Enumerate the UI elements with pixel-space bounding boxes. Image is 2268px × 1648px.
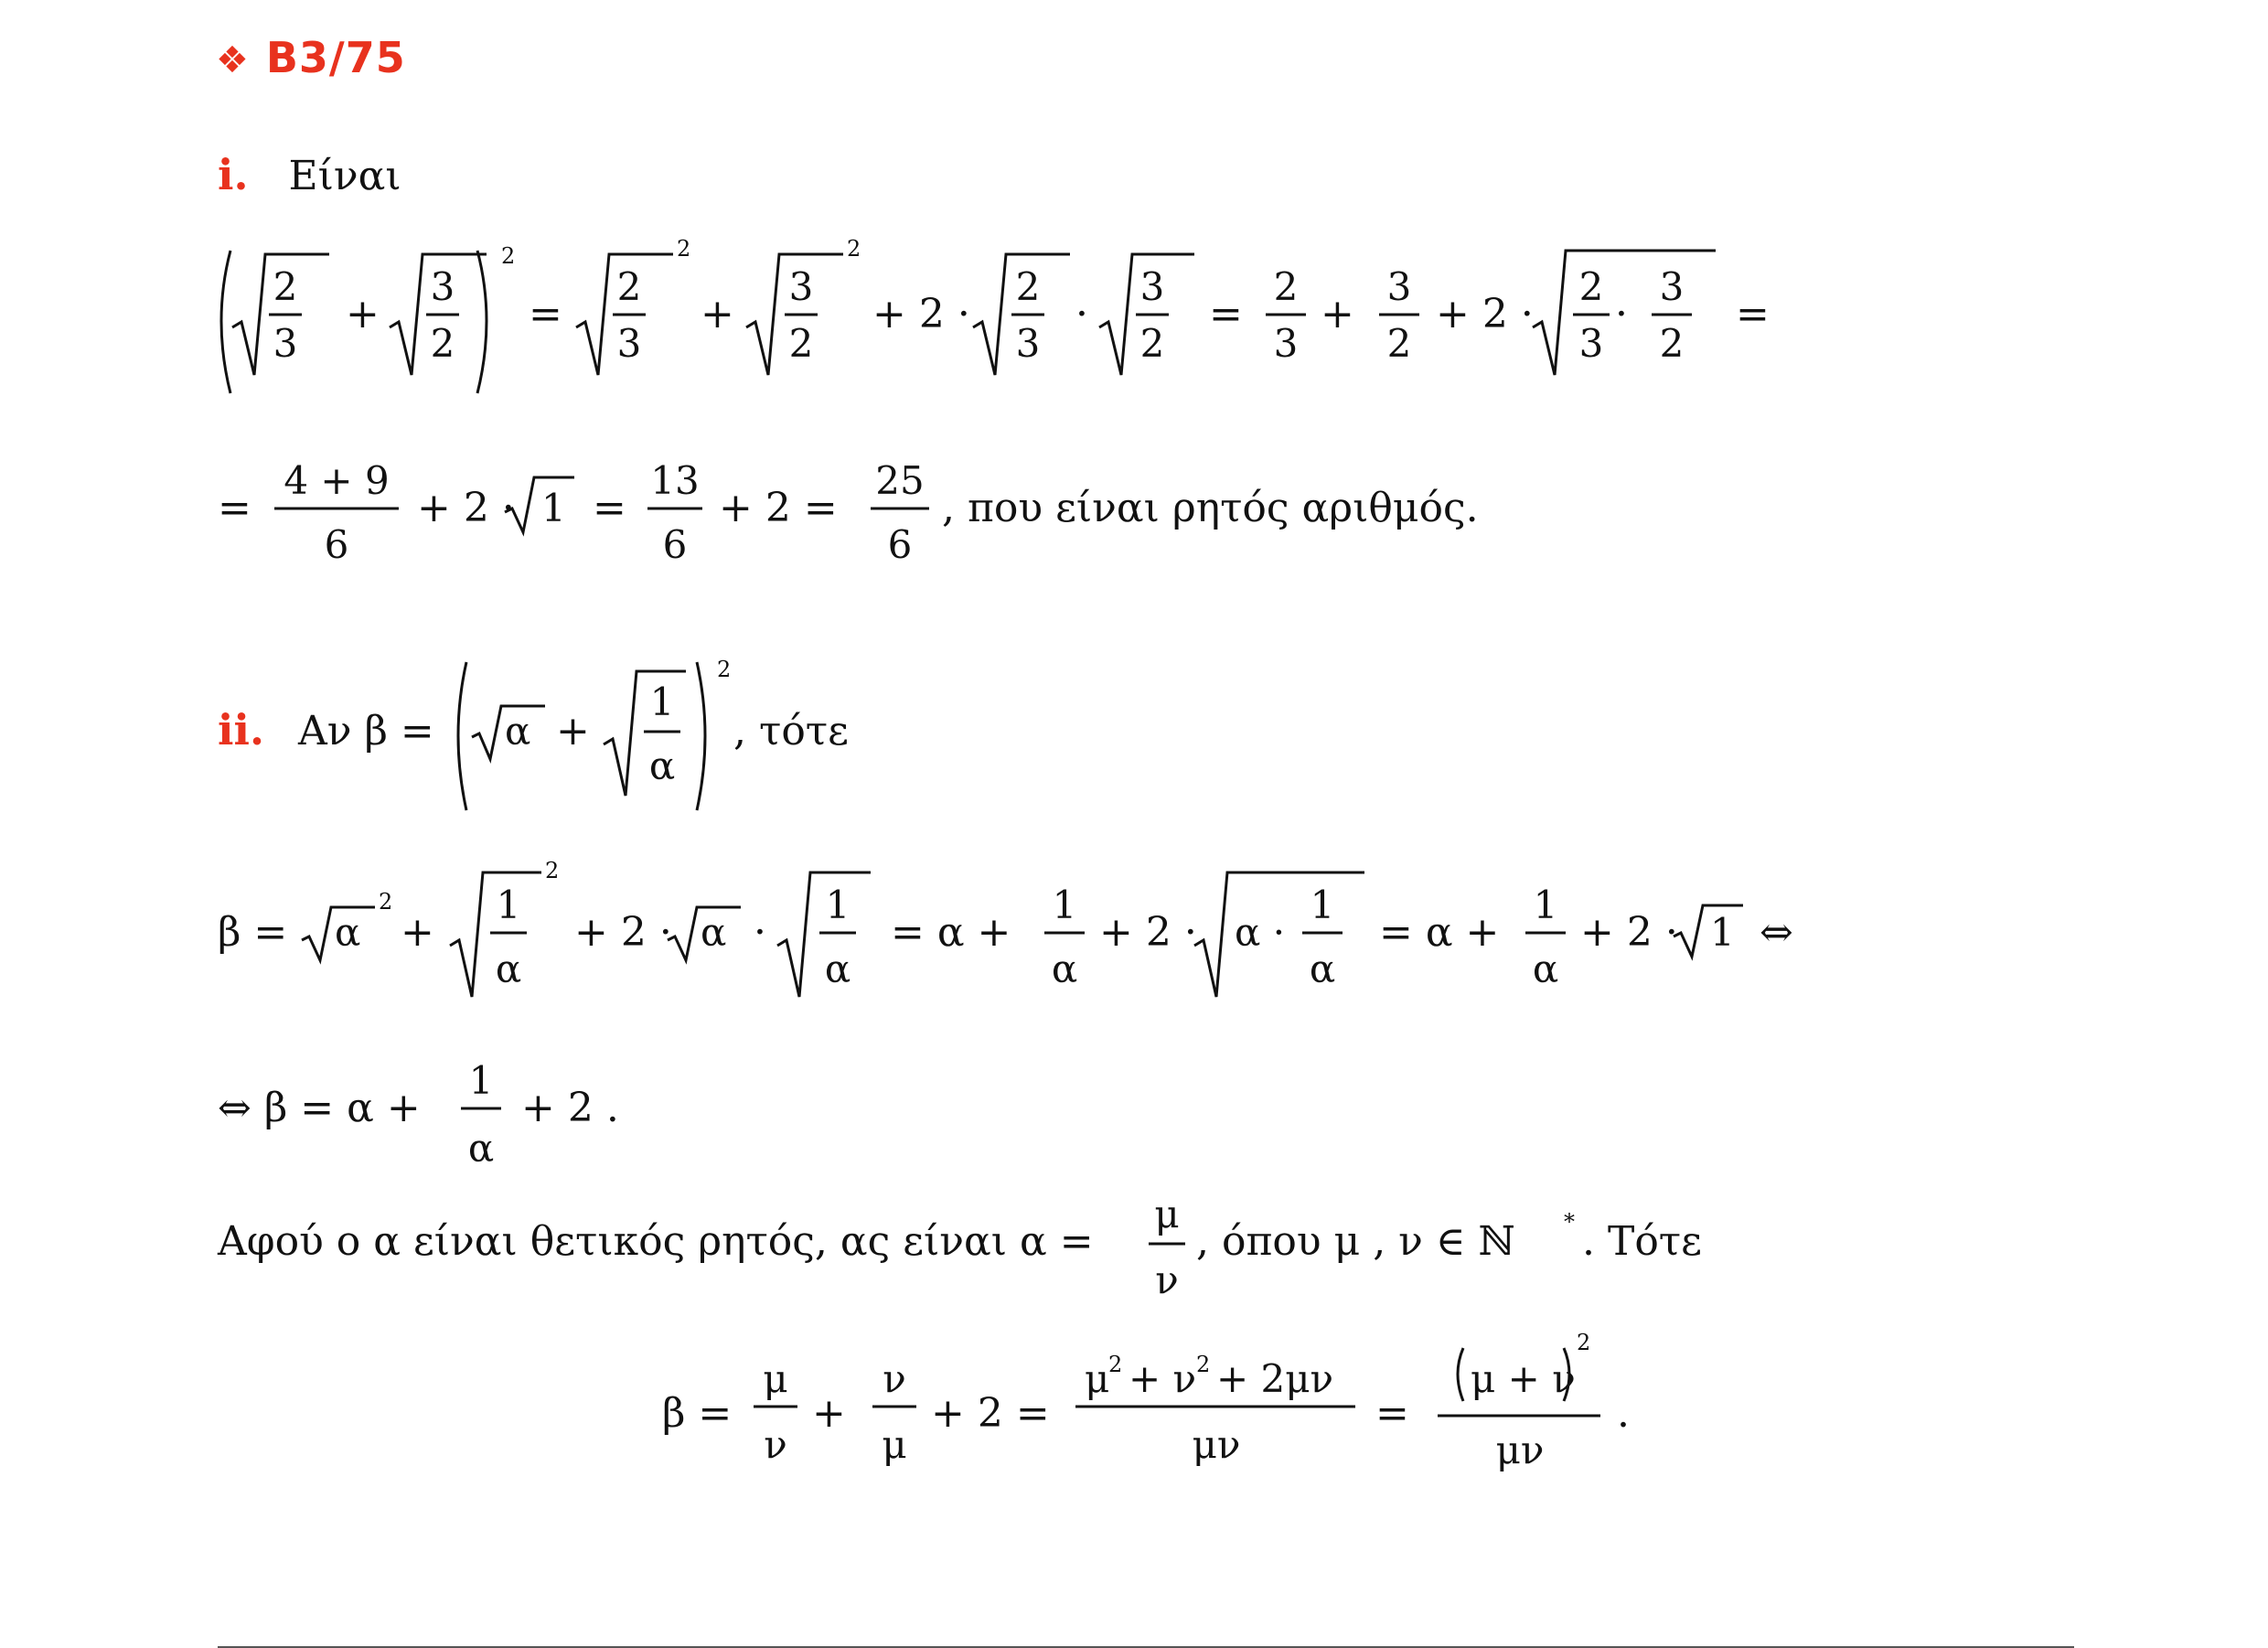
svg-text:+ ν: + ν: [1129, 1356, 1197, 1401]
svg-text:α: α: [335, 910, 361, 955]
svg-text:2: 2: [1273, 264, 1299, 309]
svg-text:·: ·: [1075, 291, 1088, 337]
equation-line-2: [210, 448, 1536, 585]
svg-text:β =: β =: [218, 909, 288, 956]
svg-text:1: 1: [825, 883, 850, 927]
sentence-part-a: Αφού ο α είναι θετικός ρητός, ας είναι α =: [218, 1218, 1094, 1265]
part-i-intro: Είναι: [288, 153, 401, 199]
svg-text:2: 2: [430, 321, 455, 366]
svg-text:3: 3: [430, 264, 455, 309]
svg-text:3: 3: [1139, 264, 1165, 309]
svg-text:2: 2: [1578, 264, 1604, 309]
svg-text:3: 3: [616, 321, 642, 366]
svg-text:2: 2: [616, 264, 642, 309]
svg-text:μν: μν: [1495, 1428, 1545, 1472]
svg-text:6: 6: [324, 522, 349, 567]
sentence-line: [210, 1198, 1765, 1308]
sentence-part-b: , όπου μ , ν ∈ ℕ: [1196, 1218, 1515, 1265]
svg-text:α: α: [1051, 947, 1078, 991]
plus-op: +: [346, 291, 380, 337]
diamond-bullet-icon: ❖: [216, 39, 250, 81]
svg-text:·: ·: [1615, 291, 1628, 337]
section-title: [216, 33, 406, 82]
part-ii-intro-tail: , τότε: [733, 708, 849, 754]
svg-text:α: α: [1309, 947, 1336, 991]
svg-text:α: α: [505, 709, 531, 754]
svg-text:+ 2 ·: + 2 ·: [1436, 291, 1534, 337]
svg-text:2: 2: [379, 889, 393, 915]
svg-text:2: 2: [677, 238, 691, 262]
svg-text:3: 3: [1659, 264, 1685, 309]
svg-text:α: α: [648, 744, 676, 788]
svg-text:+ 2 =: + 2 =: [931, 1390, 1050, 1437]
line2-tail: , που είναι ρητός αριθμός.: [942, 485, 1479, 531]
svg-text:+: +: [1321, 291, 1354, 337]
svg-text:+: +: [401, 909, 434, 956]
sentence-part-c: . Τότε: [1582, 1218, 1702, 1265]
svg-text:+: +: [701, 291, 734, 337]
part-ii-label: ii.: [218, 705, 264, 754]
line4-tail: + 2 .: [521, 1085, 619, 1131]
svg-text:+ 2 =: + 2 =: [719, 485, 838, 531]
svg-text:α ·: α ·: [1235, 910, 1286, 955]
svg-text:2: 2: [1386, 321, 1412, 366]
svg-text:α: α: [467, 1126, 495, 1171]
svg-text:.: .: [1617, 1390, 1630, 1437]
svg-text:2: 2: [1659, 321, 1685, 366]
svg-text:+ 2 ·: + 2 ·: [872, 291, 970, 337]
svg-text:1: 1: [1533, 883, 1558, 927]
denominator: 3: [273, 321, 298, 366]
svg-text:6: 6: [662, 522, 688, 567]
svg-text:1: 1: [1052, 883, 1077, 927]
svg-text:*: *: [1564, 1209, 1575, 1235]
line1-tail: =: [1736, 291, 1770, 337]
svg-text:2: 2: [717, 657, 732, 682]
svg-text:ν: ν: [764, 1422, 787, 1467]
svg-text:1: 1: [1310, 883, 1335, 927]
svg-text:3: 3: [1578, 321, 1604, 366]
equation-line-3: [210, 860, 1856, 1015]
svg-text:+ 2 ·: + 2 ·: [417, 485, 515, 531]
svg-text:ν: ν: [1155, 1257, 1179, 1302]
svg-text:2: 2: [788, 321, 814, 366]
svg-text:= α +: = α +: [1379, 909, 1500, 956]
svg-text:2: 2: [1196, 1352, 1211, 1377]
section-title-text: B3/75: [265, 33, 406, 82]
svg-text:=: =: [1375, 1390, 1409, 1437]
svg-text:6: 6: [887, 522, 913, 567]
svg-text:=: =: [1209, 291, 1243, 337]
svg-text:= α +: = α +: [891, 909, 1011, 956]
svg-text:α: α: [1532, 947, 1559, 991]
svg-text:=: =: [529, 291, 562, 337]
equation-line-4: [210, 1052, 850, 1180]
line4-lead: ⇔ β = α +: [218, 1085, 421, 1131]
svg-text:μ: μ: [882, 1422, 907, 1467]
svg-text:1: 1: [468, 1058, 494, 1103]
svg-text:1: 1: [541, 486, 566, 530]
svg-text:μν: μν: [1192, 1422, 1241, 1467]
svg-text:α: α: [824, 947, 851, 991]
svg-text:2: 2: [1108, 1352, 1123, 1377]
svg-text:1: 1: [496, 883, 521, 927]
svg-text:2: 2: [1577, 1330, 1591, 1355]
svg-text:+: +: [812, 1390, 846, 1437]
svg-text:μ: μ: [1154, 1198, 1180, 1236]
svg-text:=: =: [593, 485, 626, 531]
svg-text:3: 3: [1015, 321, 1041, 366]
line3-tail: ⇔: [1760, 909, 1793, 956]
svg-text:α: α: [701, 910, 727, 955]
svg-text:ν: ν: [883, 1356, 906, 1401]
svg-text:μ + ν: μ + ν: [1471, 1356, 1576, 1401]
svg-text:3: 3: [1386, 264, 1412, 309]
svg-text:4 + 9: 4 + 9: [284, 458, 390, 503]
svg-text:3: 3: [788, 264, 814, 309]
svg-text:+ 2 ·: + 2 ·: [1580, 909, 1678, 956]
svg-text:2: 2: [501, 243, 516, 269]
svg-text:+ 2μν: + 2μν: [1216, 1356, 1334, 1401]
svg-text:1: 1: [649, 680, 675, 724]
svg-text:2: 2: [847, 238, 861, 262]
left-paren: [221, 251, 230, 393]
svg-text:2: 2: [545, 860, 560, 883]
part-i-heading: [218, 150, 401, 199]
svg-text:+ 2 ·: + 2 ·: [1099, 909, 1197, 956]
equation-line-ii-intro: [210, 649, 1033, 823]
svg-text:α: α: [495, 947, 522, 991]
svg-text:13: 13: [650, 458, 700, 503]
svg-text:μ: μ: [763, 1356, 788, 1401]
svg-text:β =: β =: [662, 1390, 733, 1437]
part-ii-intro: Αν β =: [298, 708, 434, 754]
svg-text:+ 2 ·: + 2 ·: [574, 909, 672, 956]
svg-text:+: +: [556, 708, 590, 754]
equation-line-1: [210, 238, 1838, 412]
part-i-label: i.: [218, 150, 249, 199]
equation-final: [658, 1326, 1664, 1500]
svg-text:=: =: [218, 485, 251, 531]
svg-text:1: 1: [1710, 910, 1735, 955]
svg-text:25: 25: [875, 458, 925, 503]
numerator: 2: [273, 264, 298, 309]
svg-text:2: 2: [1139, 321, 1165, 366]
svg-text:2: 2: [1015, 264, 1041, 309]
svg-text:3: 3: [1273, 321, 1299, 366]
svg-text:μ: μ: [1085, 1356, 1110, 1401]
svg-text:·: ·: [754, 909, 766, 956]
